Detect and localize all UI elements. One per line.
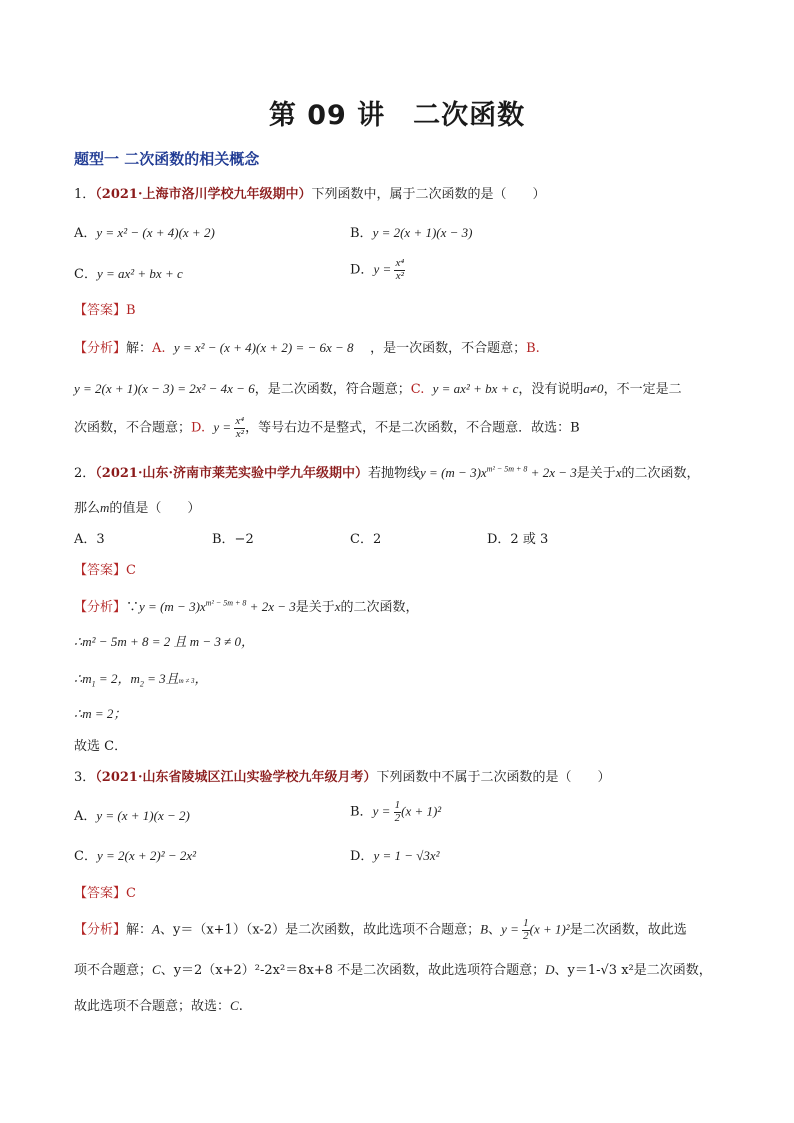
fraction xyxy=(234,416,245,440)
q3-option-a xyxy=(74,808,190,825)
q3-answer xyxy=(74,886,136,902)
option-label: D． xyxy=(350,262,374,278)
subscript: 2 xyxy=(139,679,144,689)
analysis-text: 次函数，不合题意； xyxy=(74,420,192,436)
q3-analysis-line-1 xyxy=(74,918,687,942)
q3-analysis-line-2 xyxy=(74,962,712,979)
q1-analysis-line-3 xyxy=(74,416,580,440)
q1-option-d xyxy=(350,258,405,282)
option-formula: y = ax² + bx + c xyxy=(96,266,183,281)
analysis-formula: a≠0 xyxy=(583,381,604,396)
q2-stem: 的二次函数， xyxy=(621,466,700,481)
analysis-label: 【分析】 xyxy=(74,341,127,356)
q2-stem: 若抛物线 xyxy=(368,466,421,481)
option-ref: C. xyxy=(410,382,425,397)
analysis-formula: y = 2(x + 1)(x − 3) = 2x² − 4x − 6 xyxy=(74,381,255,396)
analysis-text: ，等号右边不是整式，不是二次函数，不合题意．故选：B xyxy=(245,420,580,436)
analysis-text: 是二次函数，故此选 xyxy=(569,922,687,938)
q2-analysis-line-4: ∴m = 2； xyxy=(74,706,127,721)
fraction xyxy=(394,258,405,282)
subscript: 1 xyxy=(91,679,96,689)
analysis-formula: (x + 1)² xyxy=(529,921,570,937)
option-label: A． xyxy=(74,809,97,824)
q2-exponent: m² − 5m + 8 xyxy=(486,464,528,474)
q3-option-b xyxy=(350,800,441,824)
q2-analysis-line-5: 故选 C． xyxy=(74,739,128,754)
option-ref: B. xyxy=(526,341,540,356)
analysis-formula: y = (m − 3)x xyxy=(139,599,206,614)
q2-analysis-line-1 xyxy=(74,599,419,616)
q2-stem: 是关于 xyxy=(576,466,616,481)
option-formula: y = x² − (x + 4)(x + 2) xyxy=(96,225,215,240)
q3-option-c xyxy=(74,848,196,865)
option-label: C． xyxy=(74,849,97,864)
q2-source: （2021·山东·济南市莱芜实验中学九年级期中） xyxy=(95,466,369,481)
analysis-text: 项不合题意； xyxy=(74,963,153,978)
analysis-text: 故此选项不合题意；故选： xyxy=(74,999,231,1014)
q2-analysis-line-2: ∴m² − 5m + 8 = 2 且 m − 3 ≠ 0， xyxy=(74,634,255,649)
analysis-text: 、y＝1-√3 x²是二次函数， xyxy=(554,963,712,978)
answer-value: C xyxy=(126,563,136,578)
option-formula: (x + 1)² xyxy=(401,803,442,819)
analysis-formula: y = x² − (x + 4)(x + 2) = − 6x − 8 xyxy=(173,340,354,355)
q2-option-a: A．3 xyxy=(74,532,105,547)
fraction-denominator: 2 xyxy=(523,929,529,942)
fraction-numerator: 1 xyxy=(394,799,401,811)
q3-option-d xyxy=(350,848,440,865)
option-formula: y = 1 − √3x² xyxy=(373,848,440,863)
analysis-label: 【分析】 xyxy=(74,922,127,938)
q2-formula: y = (m − 3)x xyxy=(420,465,487,480)
fraction xyxy=(394,800,402,824)
option-ref: D xyxy=(545,962,555,977)
option-ref: C xyxy=(152,962,161,977)
analysis-text: 解： xyxy=(126,341,153,356)
q1-stem-line xyxy=(74,187,546,203)
analysis-text: ，是一次函数，不合题意； xyxy=(370,341,527,356)
analysis-exponent: m² − 5m + 8 xyxy=(205,598,247,608)
q3-analysis-line-3 xyxy=(74,998,243,1015)
analysis-formula: = 2，m xyxy=(95,671,140,686)
analysis-text: 、y＝（x+1）（x-2）是二次函数，故此选项不合题意； xyxy=(159,922,481,938)
analysis-text: ，不一定是二 xyxy=(603,382,682,397)
q2-stem-line-1 xyxy=(74,465,700,482)
answer-label: 【答案】 xyxy=(74,303,127,318)
option-ref: D. xyxy=(191,420,206,436)
analysis-label: 【分析】 xyxy=(74,600,127,615)
option-formula: y = 2(x + 2)² − 2x² xyxy=(96,848,197,863)
q1-option-a xyxy=(74,225,215,242)
analysis-text: 解： xyxy=(126,922,153,938)
analysis-small-formula: m ≠ 3 xyxy=(178,677,195,685)
page-title: 第 09 讲 二次函数 xyxy=(268,100,526,131)
fraction-denominator: x² xyxy=(395,269,404,282)
option-ref: A. xyxy=(152,341,166,356)
analysis-variable: x xyxy=(334,599,341,614)
q2-formula-tail: + 2x − 3 xyxy=(527,465,577,480)
q1-stem: 下列函数中，属于二次函数的是（ ） xyxy=(311,187,546,202)
fraction-denominator: x² xyxy=(235,427,244,440)
option-formula: y = (x + 1)(x − 2) xyxy=(96,808,190,823)
analysis-formula: y = xyxy=(501,921,523,937)
answer-value: B xyxy=(126,303,136,318)
q1-answer xyxy=(74,303,136,319)
answer-label: 【答案】 xyxy=(74,886,127,901)
option-label: B． xyxy=(350,804,373,820)
q1-analysis-line-2 xyxy=(74,381,682,398)
analysis-formula: y = ax² + bx + c xyxy=(432,381,519,396)
analysis-formula: = 3且 xyxy=(143,671,179,686)
analysis-formula: + 2x − 3 xyxy=(246,599,296,614)
q1-analysis-line-1 xyxy=(74,340,540,357)
analysis-text: 是关于 xyxy=(295,600,335,615)
q2-option-d: D．2 或 3 xyxy=(487,532,549,547)
q2-stem: 的值是（ ） xyxy=(109,501,201,516)
q2-answer xyxy=(74,563,136,579)
analysis-formula: y = xyxy=(213,419,235,435)
q2-stem: 那么 xyxy=(74,501,101,516)
fraction xyxy=(522,918,530,942)
q2-number: 2． xyxy=(74,466,96,481)
q3-stem: 下列函数中不属于二次函数的是（ ） xyxy=(376,770,611,785)
analysis-text: 、y＝2（x+2）²-2x²＝8x+8 不是二次函数，故此选项符合题意； xyxy=(160,963,546,978)
option-label: A． xyxy=(74,226,97,241)
fraction-numerator: x⁴ xyxy=(235,415,245,427)
q3-number: 3． xyxy=(74,770,96,785)
q2-variable: x xyxy=(615,465,622,480)
analysis-text: 、 xyxy=(488,922,502,938)
q2-stem-line-2 xyxy=(74,500,200,517)
option-label: C． xyxy=(74,267,97,282)
q2-option-c: C．2 xyxy=(350,532,382,547)
analysis-formula: ， xyxy=(194,671,208,686)
analysis-formula: ∴m xyxy=(74,671,92,686)
option-label: D． xyxy=(350,849,374,864)
q3-source: （2021·山东省陵城区江山实验学校九年级月考） xyxy=(95,770,377,785)
fraction-numerator: x⁴ xyxy=(395,257,405,269)
analysis-text: ∵ xyxy=(126,600,140,615)
fraction-denominator: 2 xyxy=(394,811,401,824)
q1-option-c xyxy=(74,266,183,283)
q2-analysis-line-3 xyxy=(74,671,208,687)
option-formula: y = 2(x + 1)(x − 3) xyxy=(372,225,473,240)
q2-option-b: B．−2 xyxy=(212,532,254,547)
analysis-text: ，没有说明 xyxy=(518,382,584,397)
q3-stem-line xyxy=(74,770,611,786)
option-ref: B xyxy=(480,921,489,937)
q1-number: 1． xyxy=(74,187,96,202)
option-label: B． xyxy=(350,226,373,241)
q1-source: （2021·上海市洛川学校九年级期中） xyxy=(95,187,312,202)
analysis-text: ，是二次函数，符合题意； xyxy=(254,382,411,397)
analysis-text: 的二次函数， xyxy=(340,600,419,615)
option-formula: y = xyxy=(372,803,394,819)
section-heading: 题型一 二次函数的相关概念 xyxy=(74,150,260,168)
option-formula: y = xyxy=(373,261,395,277)
analysis-text: . xyxy=(238,999,243,1014)
answer-label: 【答案】 xyxy=(74,563,127,578)
answer-value: C xyxy=(126,886,136,901)
q1-option-b xyxy=(350,225,473,242)
fraction-numerator: 1 xyxy=(523,917,529,929)
q2-variable: m xyxy=(100,500,110,515)
option-ref: A xyxy=(152,921,160,937)
option-ref: C xyxy=(230,998,239,1013)
